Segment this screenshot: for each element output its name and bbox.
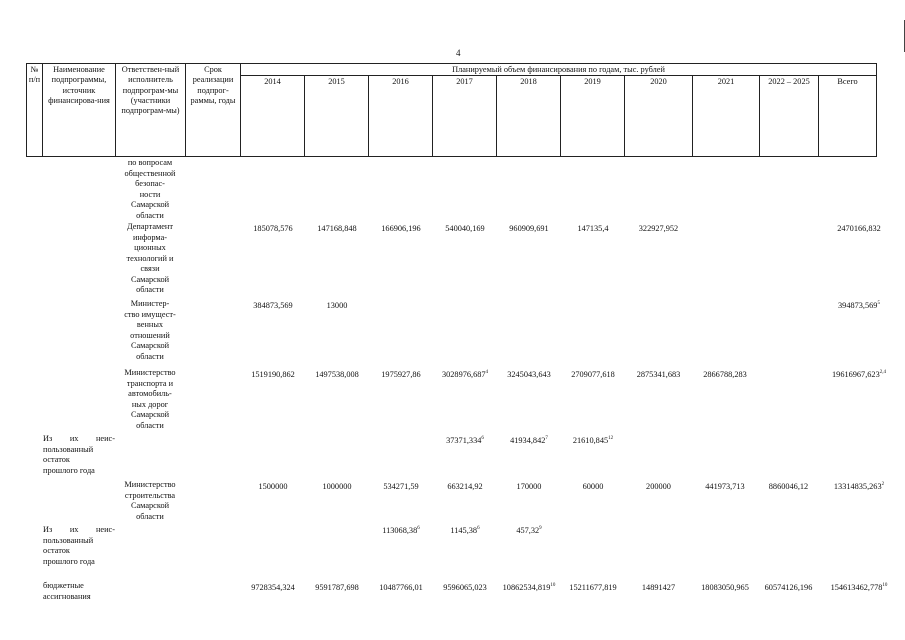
col-resp-header: Ответствен-ный исполнитель подпрограм-мы (участники подпрограм-мы) — [121, 65, 180, 116]
cell-mtr-total: 19616967,623$^{2,4}$ — [832, 370, 886, 379]
cell-mst-2017: 663214,92 — [447, 482, 483, 491]
cell-mst-2015: 1000000 — [322, 482, 352, 491]
resp-mio-block: Министер- ство имущест- венных отношений Самарской области — [124, 299, 176, 361]
source-unused-remainder-1: Из их неис- пользованный остаток прошлого года — [43, 434, 115, 475]
cell-mst-2021: 441973,713 — [705, 482, 745, 491]
cell-dit-2014: 185078,576 — [253, 224, 293, 233]
col-plan-header: Планируемый объем финансирования по годам, тыс. рублей — [452, 65, 665, 74]
total-header: Всего — [837, 77, 858, 86]
resp-security-block: по вопросам общественной безопас- ности Самарской области — [124, 158, 176, 220]
cell-mst-2020: 200000 — [646, 482, 671, 491]
resp-dit-block: Департамент информа- ционных технологий и связи Самарской области — [126, 222, 174, 294]
cell-dit-2016: 166906,196 — [381, 224, 421, 233]
cell-budget-2016: 10487766,01 — [379, 583, 423, 592]
cell-budget-2014: 9728354,324 — [251, 583, 295, 592]
cell-mtr-2016: 1975927,86 — [381, 370, 421, 379]
year-2017-header: 2017 — [456, 77, 473, 86]
cell-mtr-2017: 3028976,687$^4$ — [441, 370, 489, 379]
cell-budget-2020: 14891427 — [641, 583, 676, 592]
cell-budget-2017: 9596065,023 — [443, 583, 487, 592]
cell-dit-2018: 960909,691 — [509, 224, 549, 233]
cell-dit-2017: 540040,169 — [445, 224, 485, 233]
cell-mtr-unused-2017: 37371,334$^6$ — [446, 436, 484, 445]
cell-mtr-unused-2019: 21610,845$^{12}$ — [572, 436, 614, 445]
year-2018-header: 2018 — [520, 77, 537, 86]
cell-dit-2020: 322927,952 — [638, 224, 679, 233]
cell-mtr-2019: 2709077,618 — [571, 370, 615, 379]
cell-mtr-2020: 2875341,683 — [636, 370, 681, 379]
year-2015-header: 2015 — [328, 77, 345, 86]
cell-mst-2016: 534271,59 — [383, 482, 419, 491]
cell-budget-2018: 10862534,819$^{10}$ — [502, 583, 556, 592]
cell-mio-2014: 384873,569 — [253, 301, 293, 310]
resp-mtr-block: Министерство транспорта и автомобиль- ных дорог Самарской области — [124, 368, 176, 430]
cell-mtr-2014: 1519190,862 — [251, 370, 295, 379]
cell-mst-2014: 1500000 — [258, 482, 288, 491]
col-term-header: Срок реализации подпрог-раммы, годы — [190, 65, 236, 105]
cell-mst-unused-2018: 457,32$^9$ — [516, 526, 542, 535]
cell-mio-2015: 13000 — [326, 301, 348, 310]
cell-budget-2021: 18083050,965 — [701, 583, 749, 592]
source-unused-remainder-2: Из их неис- пользованный остаток прошлого года — [43, 525, 115, 566]
cell-budget-total: 154613462,778$^{10}$ — [830, 583, 888, 592]
cell-mst-total: 13314835,263$^2$ — [833, 482, 885, 491]
year-2016-header: 2016 — [392, 77, 409, 86]
cell-mtr-unused-2018: 41934,842$^7$ — [510, 436, 548, 445]
cell-mtr-2021: 2866788,283 — [703, 370, 747, 379]
year-2022-2025-header: 2022 – 2025 — [768, 77, 810, 86]
table-header — [26, 63, 877, 157]
page-number: 4 — [456, 48, 461, 58]
cell-mst-2019: 60000 — [582, 482, 604, 491]
cell-dit-total: 2470166,832 — [837, 224, 881, 233]
source-budget-allocations: бюджетные ассигнования — [43, 581, 91, 601]
col-num-header: № п/п — [28, 65, 41, 85]
col-name-header: Наименование подпрограммы, источник финансирова-ния — [48, 65, 110, 105]
cell-budget-2019: 15211677,819 — [569, 583, 617, 592]
cell-mtr-2018: 3245043,643 — [507, 370, 551, 379]
cell-mst-2018: 170000 — [516, 482, 542, 491]
cell-dit-2015: 147168,848 — [317, 224, 357, 233]
cell-mtr-2015: 1497538,008 — [315, 370, 359, 379]
cell-budget-2022-2025: 60574126,196 — [764, 583, 813, 592]
cell-mio-total: 394873,569$^5$ — [838, 301, 880, 310]
cell-dit-2019: 147135,4 — [577, 224, 609, 233]
cell-budget-2015: 9591787,698 — [315, 583, 359, 592]
year-2021-header: 2021 — [717, 77, 735, 86]
cell-mst-2022-2025: 8860046,12 — [768, 482, 809, 491]
year-2014-header: 2014 — [264, 77, 281, 86]
cell-mst-unused-2017: 1145,38$^6$ — [450, 526, 480, 535]
cell-mst-unused-2016: 113068,38$^6$ — [382, 526, 420, 535]
year-2019-header: 2019 — [584, 77, 601, 86]
resp-mst-block: Министерство строительства Самарской области — [124, 480, 176, 521]
year-2020-header: 2020 — [650, 77, 667, 86]
